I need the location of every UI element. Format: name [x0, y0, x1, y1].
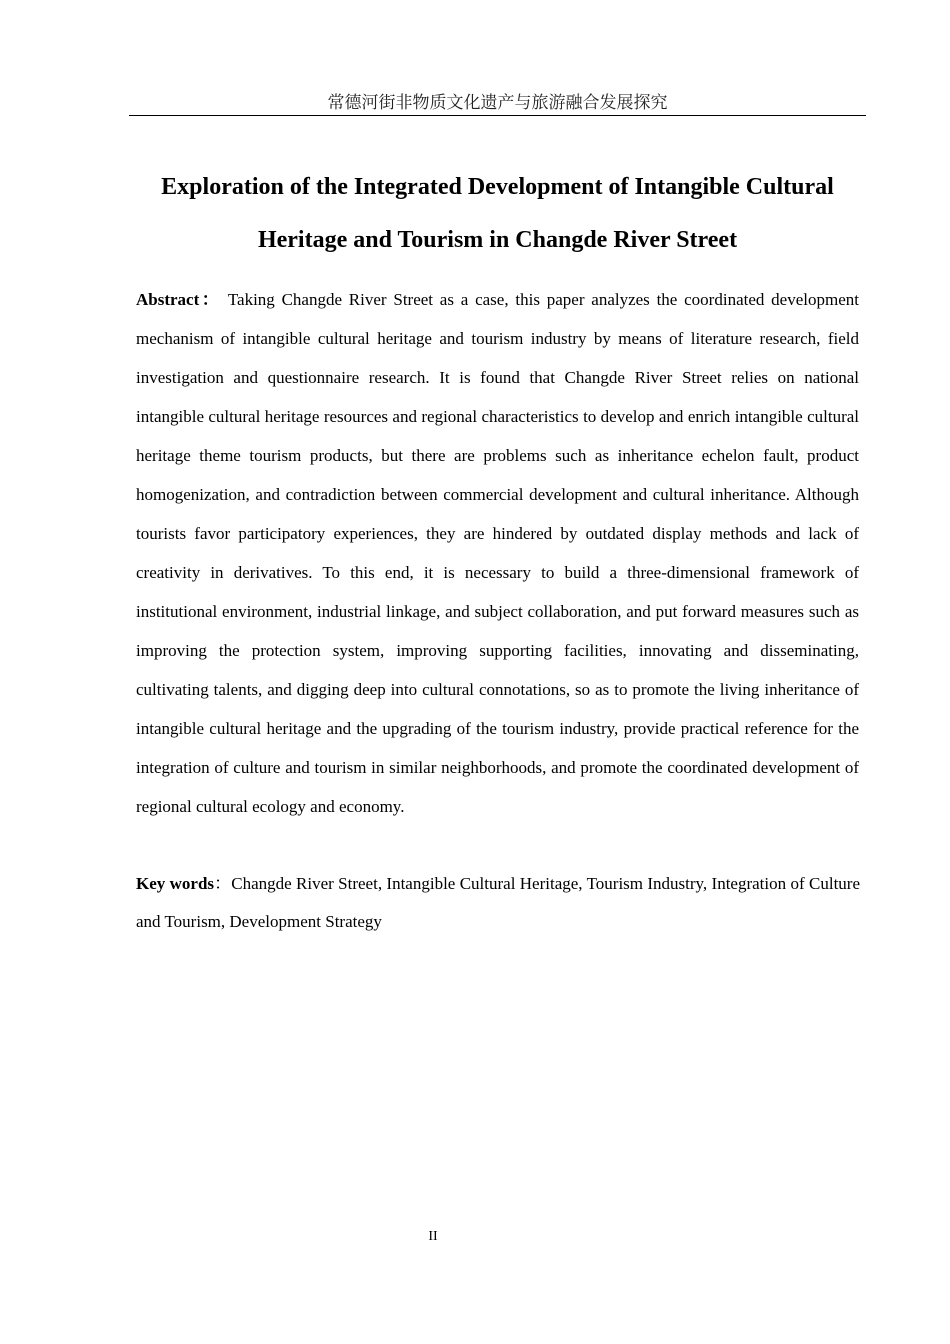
keywords-text: Changde River Street, Intangible Cultural Heritage, Tourism Industry, Integration of Culture and Tourism, Development Strategy — [136, 874, 860, 931]
keywords-label: Key words — [136, 874, 215, 893]
page-number: II — [428, 1229, 438, 1244]
running-header-title: 常德河街非物质文化遗产与旅游融合发展探究 — [327, 93, 668, 113]
abstract-text: Taking Changde River Street as a case, this paper analyzes the coordinated development mechanism of intangible cultural heritage and tourism industry by means of literature research, field investigation and questionnaire research. It is found that Changde River Street relies on national intangible cultural heritage resources and regional characteristics to develop and enrich intangible cultural heritage theme tourism products, but there are problems such as inheritance echelon fault, product homogenization, and contradiction between commercial development and cultural inheritance. Although tourists favor participatory experiences, they are hindered by outdated display methods and lack of creativity in derivatives. To this end, it is necessary to build a three-dimensional framework of institutional environment, industrial linkage, and subject collaboration, and put forward measures such as improving the protection system, improving supporting facilities, innovating and disseminating, cultivating talents, and digging deep into cultural connotations, so as to promote the living inheritance of intangible cultural heritage and the upgrading of the tourism industry, provide practical reference for the integration of culture and tourism in similar neighborhoods, and promote the coordinated development of regional cultural ecology and economy. — [136, 290, 859, 816]
keywords-separator: ： — [214, 874, 232, 893]
running-header — [129, 93, 866, 116]
keywords-paragraph — [136, 865, 860, 941]
abstract-label: Abstract： — [136, 290, 222, 309]
abstract-paragraph — [136, 280, 859, 826]
paper-title: Exploration of the Integrated Development of Intangible Cultural Heritage and Tourism in Changde River Street — [161, 174, 834, 253]
